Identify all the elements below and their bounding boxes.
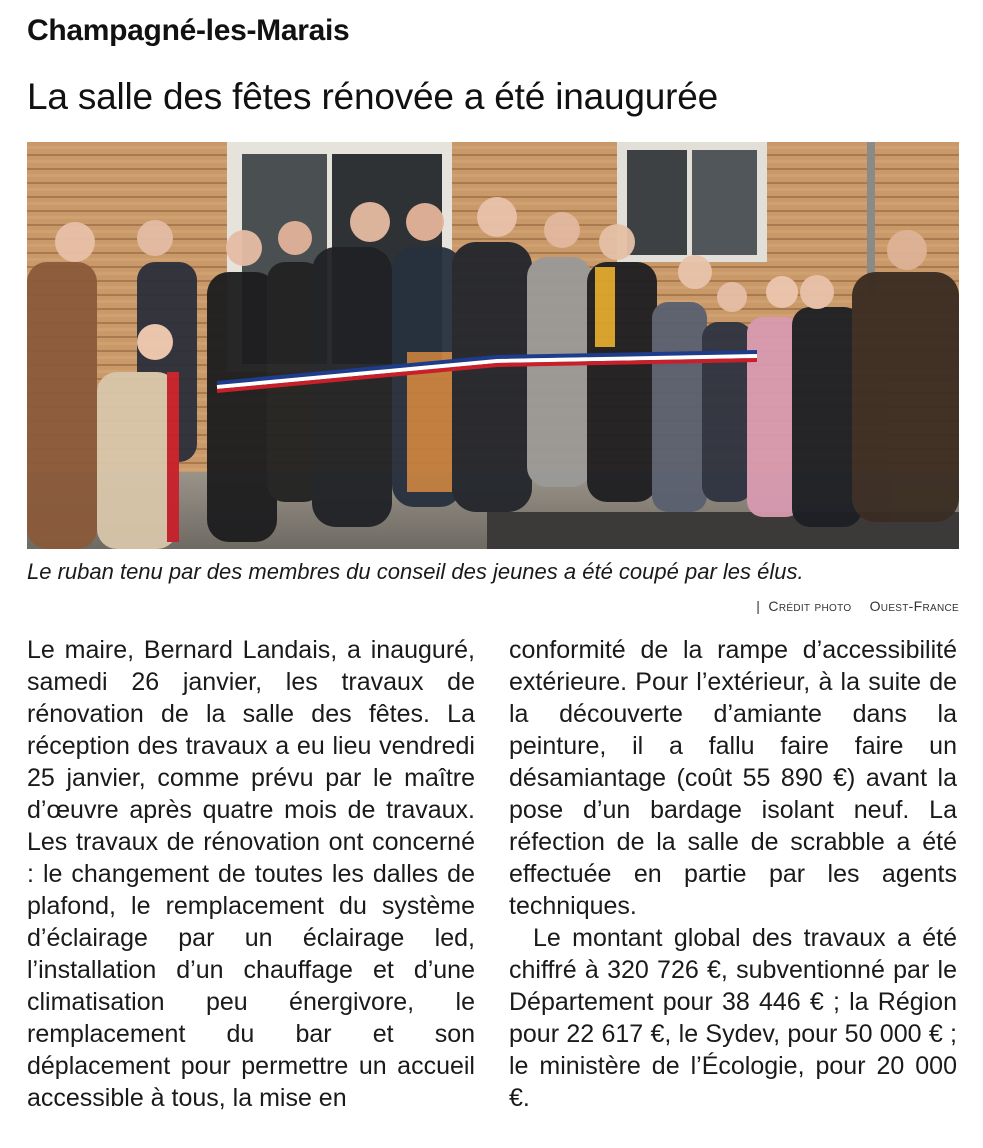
article-photo bbox=[27, 142, 959, 549]
inauguration-photo bbox=[27, 142, 959, 549]
photo-credit bbox=[756, 598, 959, 614]
article-column-right bbox=[509, 634, 957, 1114]
credit-source: Ouest-France bbox=[869, 598, 959, 614]
body-paragraph: Le montant global des travaux a été chiffré à 320 726 €, subventionné par le Département pour 38 446 € ; la Région pour 22 617 €, le Sydev, pour 50 000 € ; le ministère de l’Écologie, pour 20 000 €. bbox=[509, 924, 957, 1112]
body-paragraph: conformité de la rampe d’accessibilité extérieure. Pour l’extérieur, à la suite de la découverte d’amiante dans la peinture, il a fallu faire faire un désamiantage (coût 55 890 €) avant la pose d’un bardage isolant neuf. La réfection de la salle de scrabble a été effectuée en partie par les agents techniques. bbox=[509, 636, 957, 920]
credit-separator: | bbox=[756, 598, 761, 614]
article-column-left bbox=[27, 634, 475, 1114]
article-location: Champagné-les-Marais bbox=[27, 14, 350, 47]
article-headline: La salle des fêtes rénovée a été inaugurée bbox=[27, 76, 718, 117]
credit-label: Crédit photo bbox=[768, 598, 852, 614]
photo-caption: Le ruban tenu par des membres du conseil des jeunes a été coupé par les élus. bbox=[27, 559, 804, 584]
body-paragraph: Le maire, Bernard Landais, a inauguré, samedi 26 janvier, les travaux de rénovation de la salle des fêtes. La réception des travaux a eu lieu vendredi 25 janvier, comme prévu par le maître d’œuvre après quatre mois de travaux. Les travaux de rénovation ont concerné : le changement de toutes les dalles de plafond, le remplacement du système d’éclairage par un éclairage led, l’installation d’un chauffage et d’une climatisation peu énergivore, le remplacement du bar et son déplacement pour permettre un accueil accessible à tous, la mise en bbox=[27, 636, 475, 1112]
